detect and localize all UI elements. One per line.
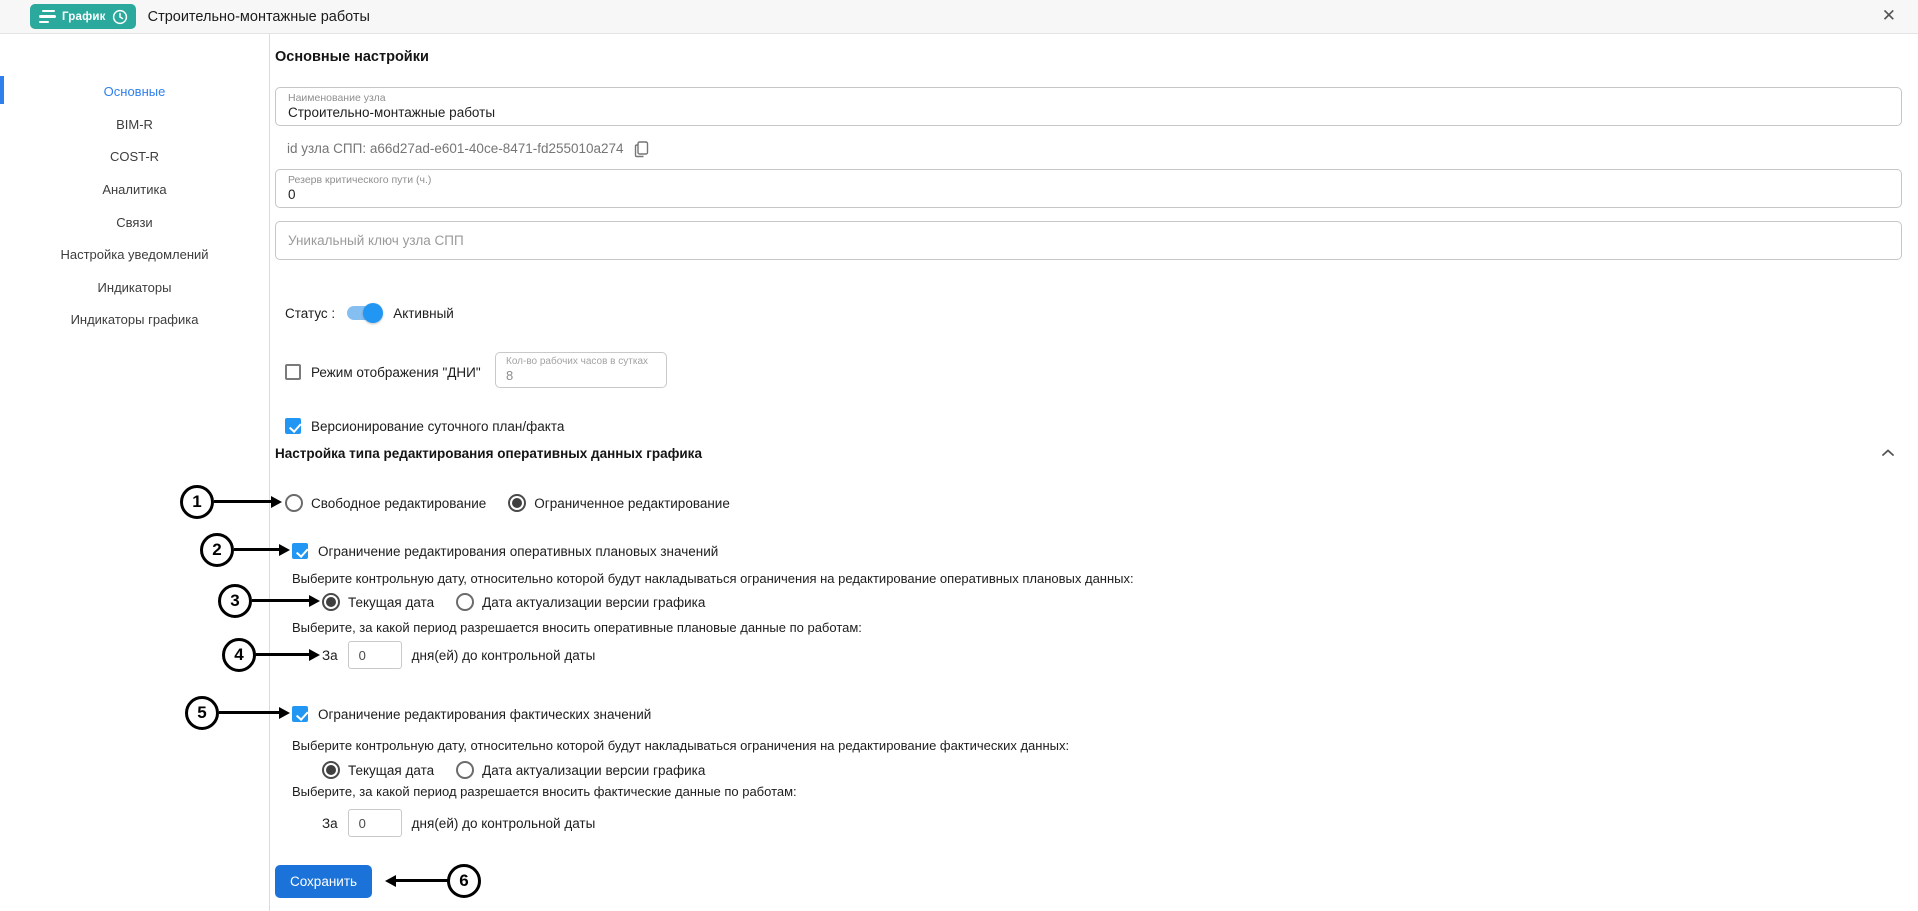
plan-period-row	[322, 641, 595, 669]
plan-restrict-label: Ограничение редактирования оперативных плановых значений	[318, 543, 719, 559]
plan-period-prefix: За	[322, 647, 338, 663]
fact-restrict-checkbox[interactable]	[292, 706, 308, 722]
copy-icon[interactable]	[634, 141, 649, 158]
edit-mode-radio-group	[285, 493, 752, 513]
plan-current-date-radio[interactable]	[322, 593, 340, 611]
status-toggle[interactable]	[347, 306, 381, 320]
logo-label: График	[62, 10, 106, 23]
annotation-arrowhead-2	[279, 544, 290, 556]
fact-date-hint: Выберите контрольную дату, относительно которой будут накладываться ограничения на редактирование фактических данных:	[292, 738, 1070, 753]
plan-actualization-date-label: Дата актуализации версии графика	[482, 594, 706, 610]
working-hours-input[interactable]	[506, 368, 656, 383]
sidebar-item-bim-r[interactable]: BIM-R	[116, 117, 153, 132]
close-icon[interactable]: ✕	[1881, 6, 1896, 25]
versioning-row	[285, 416, 564, 436]
working-hours-field[interactable]	[495, 352, 667, 388]
status-value: Активный	[393, 305, 454, 321]
fact-actualization-date-option[interactable]	[456, 761, 705, 779]
plan-current-date-option[interactable]	[322, 593, 434, 611]
fact-current-date-label: Текущая дата	[348, 762, 435, 778]
annotation-arrowhead-4	[309, 649, 320, 661]
plan-days-input[interactable]	[348, 641, 402, 669]
sidebar-item-chart-indicators[interactable]: Индикаторы графика	[70, 312, 199, 327]
days-mode-row	[285, 362, 481, 382]
fact-restrict-row	[292, 704, 651, 724]
fact-actualization-date-label: Дата актуализации версии графика	[482, 762, 706, 778]
node-name-input[interactable]	[288, 105, 1889, 121]
grafin-logo[interactable]	[30, 4, 136, 29]
annotation-arrow-5	[219, 711, 280, 714]
annotation-arrowhead-3	[309, 595, 320, 607]
fact-period-hint: Выберите, за какой период разрешается вносить фактические данные по работам:	[292, 784, 797, 799]
restricted-editing-option[interactable]	[508, 494, 730, 512]
versioning-checkbox[interactable]	[285, 418, 301, 434]
sidebar-item-main[interactable]: Основные	[103, 84, 166, 99]
sidebar-item-analytics[interactable]: Аналитика	[102, 182, 167, 197]
sidebar-divider	[269, 34, 270, 911]
plan-period-hint: Выберите, за какой период разрешается вносить оперативные плановые данные по работам:	[292, 620, 862, 635]
annotation-arrow-2	[234, 548, 280, 551]
plan-date-hint: Выберите контрольную дату, относительно которой будут накладываться ограничения на редактирование оперативных плановых данных:	[292, 571, 1134, 586]
days-mode-label: Режим отображения "ДНИ"	[311, 364, 481, 380]
page-title: Основные настройки	[275, 49, 429, 65]
header-bar	[0, 0, 1918, 34]
save-button[interactable]: Сохранить	[275, 865, 372, 898]
free-editing-radio[interactable]	[285, 494, 303, 512]
fact-period-prefix: За	[322, 815, 338, 831]
working-hours-label: Кол-во рабочих часов в сутках	[506, 356, 649, 367]
annotation-arrowhead-1	[271, 496, 282, 508]
restricted-editing-label: Ограниченное редактирование	[534, 495, 730, 511]
annotation-arrow-1	[214, 500, 272, 503]
fact-current-date-radio[interactable]	[322, 761, 340, 779]
sidebar-item-cost-r[interactable]: COST-R	[109, 149, 160, 164]
fact-current-date-option[interactable]	[322, 761, 434, 779]
plan-current-date-label: Текущая дата	[348, 594, 435, 610]
node-name-field[interactable]	[275, 87, 1902, 126]
plan-actualization-date-radio[interactable]	[456, 593, 474, 611]
annotation-circle-5: 5	[185, 696, 219, 730]
node-id-row	[287, 139, 649, 158]
plan-restrict-checkbox[interactable]	[292, 543, 308, 559]
restricted-editing-radio[interactable]	[508, 494, 526, 512]
versioning-label: Версионирование суточного план/факта	[311, 418, 565, 434]
annotation-arrowhead-5	[279, 707, 290, 719]
plan-date-radio-group	[322, 592, 727, 612]
critical-path-field[interactable]	[275, 169, 1902, 208]
sidebar-item-notifications[interactable]: Настройка уведомлений	[60, 247, 209, 262]
settings-sidebar	[0, 34, 269, 911]
critical-path-input[interactable]	[288, 187, 1889, 203]
annotation-circle-6: 6	[447, 864, 481, 898]
annotation-circle-4: 4	[222, 638, 256, 672]
annotation-arrow-6	[394, 879, 448, 882]
critical-path-label: Резерв критического пути (ч.)	[288, 174, 432, 186]
clock-icon	[112, 9, 128, 25]
free-editing-label: Свободное редактирование	[311, 495, 487, 511]
plan-actualization-date-option[interactable]	[456, 593, 705, 611]
annotation-circle-2: 2	[200, 533, 234, 567]
fact-days-input[interactable]	[348, 809, 402, 837]
chevron-up-icon[interactable]	[1880, 446, 1896, 460]
fact-period-suffix: дня(ей) до контрольной даты	[411, 815, 596, 831]
menu-lines-icon	[39, 10, 56, 24]
plan-period-suffix: дня(ей) до контрольной даты	[411, 647, 596, 663]
status-label: Статус :	[285, 305, 336, 321]
fact-date-radio-group	[322, 760, 727, 780]
annotation-circle-3: 3	[218, 584, 252, 618]
free-editing-option[interactable]	[285, 494, 486, 512]
days-mode-checkbox[interactable]	[285, 364, 301, 380]
plan-restrict-row	[292, 541, 718, 561]
node-id-text: id узла СПП: a66d27ad-e601-40ce-8471-fd255010a274	[287, 141, 624, 156]
sidebar-item-links[interactable]: Связи	[116, 215, 153, 230]
unique-key-field[interactable]	[275, 221, 1902, 260]
edit-section-title: Настройка типа редактирования оперативных данных графика	[275, 446, 702, 461]
annotation-circle-1: 1	[180, 485, 214, 519]
status-row	[285, 303, 454, 323]
dialog-title: Строительно-монтажные работы	[147, 8, 370, 25]
sidebar-item-indicators[interactable]: Индикаторы	[97, 280, 172, 295]
fact-restrict-label: Ограничение редактирования фактических значений	[318, 706, 652, 722]
fact-period-row	[322, 809, 595, 837]
annotation-arrow-3	[252, 599, 310, 602]
node-name-label: Наименование узла	[288, 92, 386, 104]
annotation-arrow-4	[256, 653, 310, 656]
fact-actualization-date-radio[interactable]	[456, 761, 474, 779]
unique-key-input[interactable]	[288, 233, 1889, 249]
